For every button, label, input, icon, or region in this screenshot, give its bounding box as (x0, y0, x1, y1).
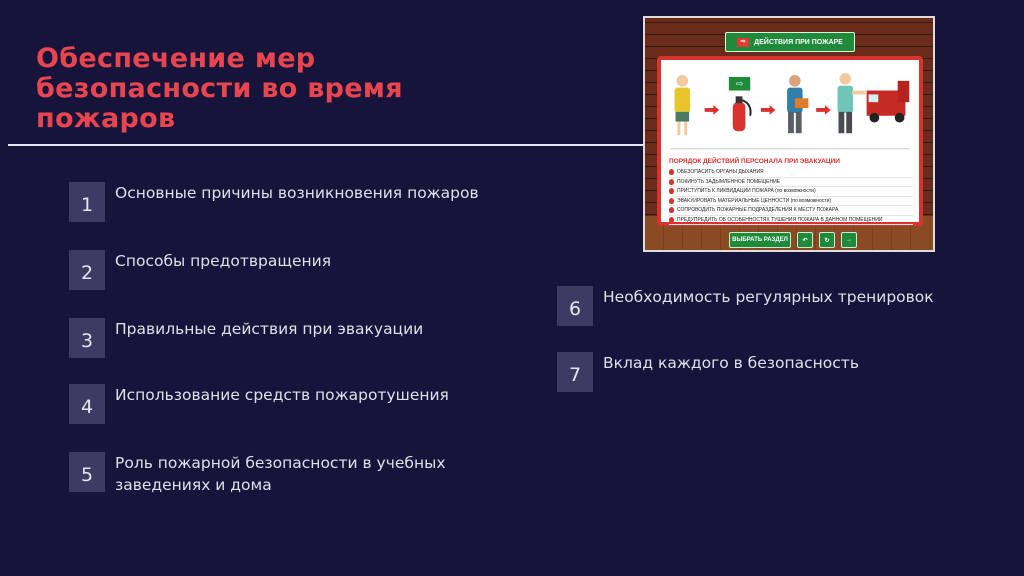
item-number-badge: 6 (557, 286, 593, 326)
flame-icon (669, 179, 674, 185)
item-label: Необходимость регулярных тренировок (603, 288, 934, 306)
poster-board (657, 56, 923, 226)
item-label: Основные причины возникновения пожаров (115, 184, 479, 202)
flame-icon (669, 207, 674, 213)
flame-icon (669, 198, 674, 204)
item-number-badge: 3 (69, 318, 105, 358)
flame-icon (669, 188, 674, 194)
poster-step: ПРИСТУПИТЬ К ЛИКВИДАЦИИ ПОЖАРА (по возможности) (669, 187, 913, 197)
poster-steps-list (669, 168, 913, 225)
poster-step: ПРЕДУПРЕДИТЬ ОБ ОСОБЕННОСТЯХ ТУШЕНИЯ ПОЖАРА В ДАННОМ ПОМЕЩЕНИИ (669, 216, 913, 226)
title-divider (8, 144, 644, 146)
item-label: Правильные действия при эвакуации (115, 320, 424, 338)
refresh-icon[interactable]: ↻ (819, 232, 835, 248)
item-number-badge: 5 (69, 452, 105, 492)
back-icon[interactable]: ↶ (797, 232, 813, 248)
item-number-badge: 1 (69, 182, 105, 222)
item-label: Роль пожарной безопасности в учебных заведениях и дома (115, 454, 446, 494)
item-label: Использование средств пожаротушения (115, 386, 449, 404)
poster-footer-controls (729, 232, 857, 248)
item-label: Вклад каждого в безопасность (603, 354, 859, 372)
poster-step: ПОКИНУТЬ ЗАДЫМЛЕННОЕ ПОМЕЩЕНИЕ (669, 178, 913, 188)
svg-text:⇨: ⇨ (735, 79, 744, 90)
item-number-badge: 4 (69, 384, 105, 424)
forward-icon[interactable]: → (841, 232, 857, 248)
slide-title: Обеспечение мер безопасности во время пожаров (36, 43, 403, 134)
poster-step: СОПРОВОДИТЬ ПОЖАРНЫЕ ПОДРАЗДЕЛЕНИЯ К МЕСТУ ПОЖАРА (669, 206, 913, 216)
flame-icon (669, 217, 674, 223)
poster-step: ЭВАКУИРОВАТЬ МАТЕРИАЛЬНЫЕ ЦЕННОСТИ (по возможности) (669, 197, 913, 207)
select-section-button[interactable]: ВЫБРАТЬ РАЗДЕЛ (729, 232, 791, 248)
item-number-badge: 2 (69, 250, 105, 290)
fire-actions-poster (643, 16, 935, 252)
poster-steps-title: ПОРЯДОК ДЕЙСТВИЙ ПЕРСОНАЛА ПРИ ЭВАКУАЦИИ (669, 158, 840, 165)
evacuation-scene-illustration (661, 60, 919, 156)
exit-sign-icon: ⇨ (737, 38, 749, 47)
flame-icon (669, 169, 674, 175)
poster-step: ОБЕЗОПАСИТЬ ОРГАНЫ ДЫХАНИЯ (669, 168, 913, 178)
item-number-badge: 7 (557, 352, 593, 392)
item-label: Способы предотвращения (115, 252, 332, 270)
poster-header: ⇨ ДЕЙСТВИЯ ПРИ ПОЖАРЕ (725, 32, 855, 52)
